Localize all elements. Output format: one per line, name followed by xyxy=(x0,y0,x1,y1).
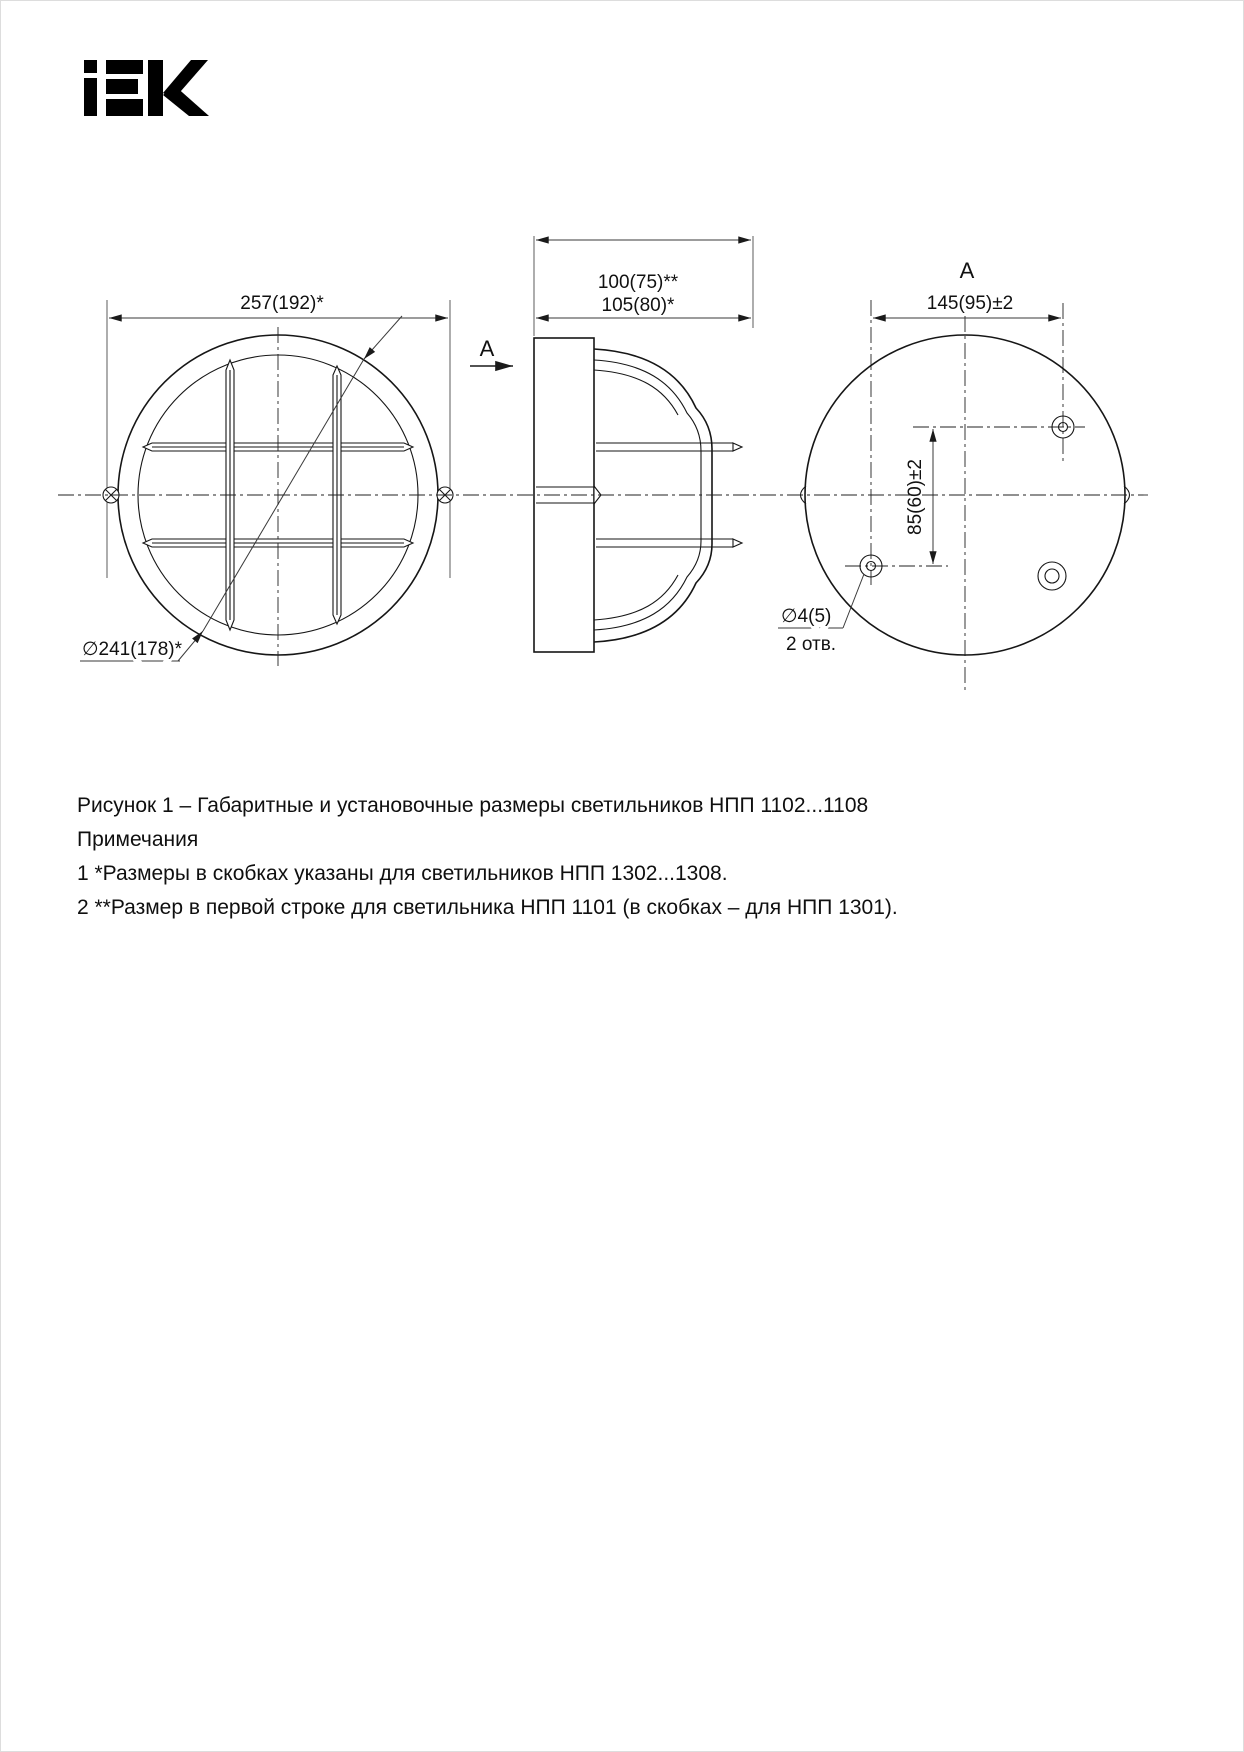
logo-e-mid-bar xyxy=(106,79,138,94)
caption-figure-title: Рисунок 1 – Габаритные и установочные размеры светильников НПП 1102...1108 xyxy=(77,794,869,817)
front-view xyxy=(80,293,453,666)
iek-logo xyxy=(84,60,209,116)
dome-detail-bottom xyxy=(594,575,678,620)
diameter-dimension-label: ∅241(178)* xyxy=(82,639,183,660)
hole-diameter-label: ∅4(5) xyxy=(781,606,832,627)
cable-entry-hole xyxy=(1038,562,1066,590)
hole-count-label: 2 отв. xyxy=(786,634,837,655)
logo-i-stem xyxy=(84,78,97,116)
grill-bar-side-bottom xyxy=(596,539,742,547)
technical-drawing xyxy=(0,0,1244,760)
width-dimension-label: 257(192)* xyxy=(240,293,324,314)
dome-outer-profile xyxy=(594,349,712,642)
caption-notes-heading: Примечания xyxy=(77,828,199,851)
depth-dimension-label-row1: 100(75)** xyxy=(597,272,679,293)
logo-e-bottom-bar xyxy=(106,99,143,116)
caption-note-1: 1 *Размеры в скобках указаны для светильников НПП 1302...1308. xyxy=(77,862,728,885)
rear-view xyxy=(778,258,1130,692)
logo-k-lower-arm xyxy=(163,85,209,116)
logo-i-dot xyxy=(84,60,97,73)
grill-bar-side-top xyxy=(596,443,742,451)
figure-caption xyxy=(77,789,1187,925)
logo-k-stem xyxy=(148,60,163,116)
diameter-leader xyxy=(80,316,402,661)
logo-e-top-bar xyxy=(106,60,143,74)
rear-view-title-letter: A xyxy=(959,258,975,283)
holes-vertical-dimension-label: 85(60)±2 xyxy=(905,459,926,535)
side-view xyxy=(470,236,753,652)
holes-horizontal-dimension-label: 145(95)±2 xyxy=(926,293,1014,314)
dome-detail-top xyxy=(594,370,678,415)
view-direction-letter: A xyxy=(479,336,495,361)
depth-dimension-label-row2: 105(80)* xyxy=(601,295,675,316)
caption-note-2: 2 **Размер в первой строке для светильника НПП 1101 (в скобках – для НПП 1301). xyxy=(77,896,898,919)
